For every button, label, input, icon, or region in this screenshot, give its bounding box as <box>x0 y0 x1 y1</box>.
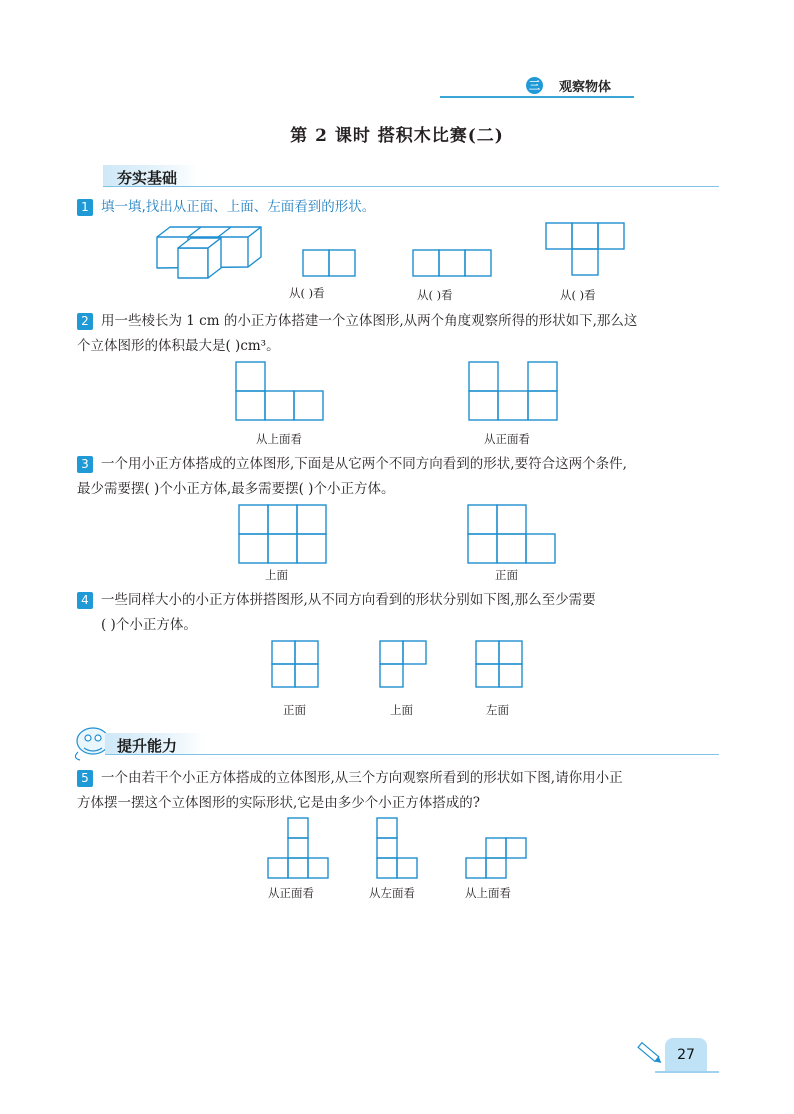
q5-view-top <box>466 838 526 878</box>
q5-caption-left: 从左面看 <box>369 886 415 900</box>
q5-view-left <box>377 818 417 878</box>
q1-caption-b: 从( )看 <box>417 288 453 302</box>
mascot-icon <box>75 728 109 760</box>
page-number-underline <box>655 1071 719 1073</box>
q5-caption-front: 从正面看 <box>268 886 314 900</box>
section-advanced-line <box>105 754 719 755</box>
pencil-icon <box>638 1043 663 1066</box>
question-3-number: 3 <box>77 456 93 473</box>
q2-caption-top: 从上面看 <box>256 432 302 446</box>
q4-caption-front: 正面 <box>283 703 306 717</box>
question-5-line2: 方体摆一摆这个立体图形的实际形状,它是由多少个小正方体搭成的? <box>77 795 481 811</box>
q3-view-top <box>239 505 326 563</box>
q1-view-b <box>413 250 491 276</box>
question-4-line1: 一些同样大小的小正方体拼搭图形,从不同方向看到的形状分别如下图,那么至少需要 <box>101 592 596 608</box>
q2-view-front <box>469 362 557 420</box>
question-1-number: 1 <box>77 199 93 216</box>
q4-caption-top: 上面 <box>390 703 413 717</box>
q4-caption-left: 左面 <box>486 703 509 717</box>
q3-caption-top: 上面 <box>265 568 288 582</box>
q1-caption-a: 从( )看 <box>289 286 325 300</box>
question-1-text: 填一填,找出从正面、上面、左面看到的形状。 <box>101 199 376 215</box>
q4-view-top <box>380 641 426 687</box>
q2-caption-front: 从正面看 <box>484 432 530 446</box>
question-4-number: 4 <box>77 592 93 609</box>
q4-view-front <box>272 641 318 687</box>
q2-view-top <box>236 362 323 420</box>
q1-view-c <box>546 223 624 275</box>
page-number: 27 <box>665 1038 707 1072</box>
q4-view-left <box>476 641 522 687</box>
question-2-line1: 用一些棱长为 1 cm 的小正方体搭建一个立体图形,从两个角度观察所得的形状如下,那么这 <box>101 313 638 329</box>
unit-title: 观察物体 <box>559 80 612 95</box>
question-4-line2: ( )个小正方体。 <box>101 617 197 633</box>
q1-caption-c: 从( )看 <box>560 288 596 302</box>
question-5-number: 5 <box>77 770 93 787</box>
lesson-title: 第 2 课时 搭积木比赛(二) <box>290 126 504 146</box>
section-advanced-label: 提升能力 <box>117 737 178 755</box>
question-2-line2: 个立体图形的体积最大是( )cm³。 <box>77 338 280 354</box>
question-2-number: 2 <box>77 313 93 330</box>
question-3-line1: 一个用小正方体搭成的立体图形,下面是从它两个不同方向看到的形状,要符合这两个条件, <box>101 456 627 472</box>
cube-front <box>178 248 208 278</box>
q5-view-front <box>268 818 328 878</box>
question-3-line2: 最少需要摆( )个小正方体,最多需要摆( )个小正方体。 <box>77 481 395 497</box>
unit-badge: 三 <box>526 77 543 94</box>
q3-view-front <box>468 505 555 563</box>
q1-view-a <box>303 250 355 276</box>
question-5-line1: 一个由若干个小正方体搭成的立体图形,从三个方向观察所看到的形状如下图,请你用小正 <box>101 770 623 786</box>
q5-caption-top: 从上面看 <box>465 886 511 900</box>
q3-caption-front: 正面 <box>495 568 518 582</box>
section-basic-label: 夯实基础 <box>117 169 178 187</box>
